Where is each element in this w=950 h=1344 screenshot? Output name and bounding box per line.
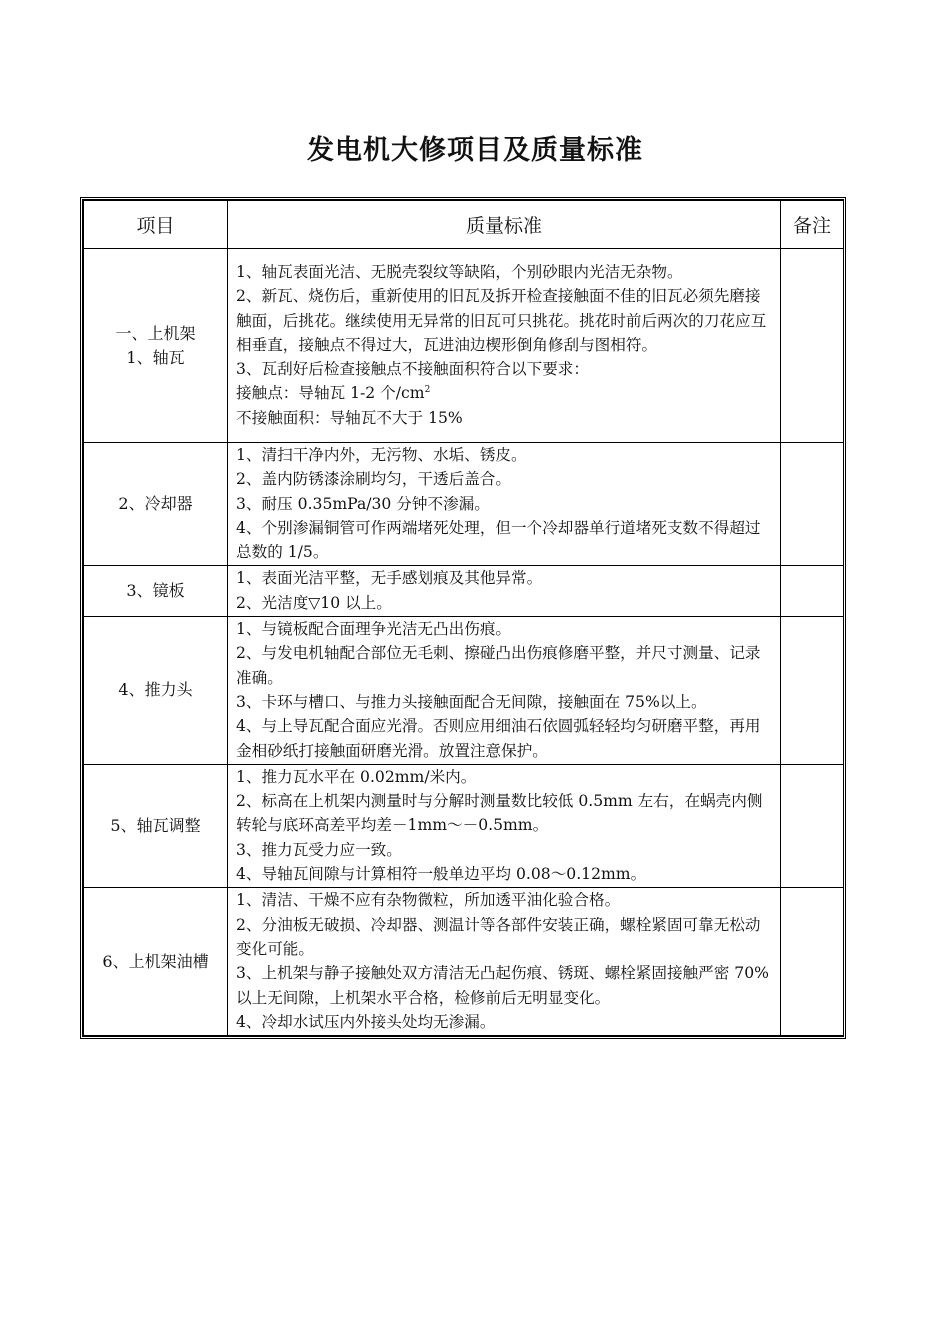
note-cell bbox=[781, 764, 844, 887]
standard-cell bbox=[228, 888, 781, 1036]
item-cell bbox=[84, 888, 228, 1036]
note-cell bbox=[781, 566, 844, 617]
item-label: 6、上机架油槽 bbox=[102, 951, 209, 971]
standard-cell bbox=[228, 617, 781, 765]
table-row bbox=[84, 443, 844, 566]
note-cell bbox=[781, 443, 844, 566]
item-cell bbox=[84, 443, 228, 566]
standard-cell bbox=[228, 764, 781, 887]
item-label: 4、推力头 bbox=[118, 680, 193, 700]
standard-text: 3、瓦刮好后检查接触点不接触面积符合以下要求： bbox=[236, 360, 589, 379]
standard-text: 1、表面光洁平整，无手感划痕及其他异常。 bbox=[236, 569, 543, 588]
header-item: 项目 bbox=[84, 201, 228, 249]
standard-text: 3、上机架与静子接触处双方清洁无凸起伤痕、锈斑、螺栓紧固接触严密 70%以上无间隙，上机架水平合格，检修前后无明显变化。 bbox=[236, 964, 769, 1007]
standard-text: 1、轴瓦表面光洁、无脱壳裂纹等缺陷，个别砂眼内光洁无杂物。 bbox=[236, 262, 683, 281]
standard-cell bbox=[228, 566, 781, 617]
item-cell bbox=[84, 617, 228, 765]
standard-cell bbox=[228, 249, 781, 443]
standard-text: 4、冷却水试压内外接头处均无渗漏。 bbox=[236, 1012, 496, 1031]
note-cell bbox=[781, 249, 844, 443]
standard-text: 4、与上导瓦配合面应光滑。否则应用细油石依圆弧轻轻均匀研磨平整，再用金相砂纸打接触面研磨光滑。放置注意保护。 bbox=[236, 717, 761, 760]
quality-standards-table bbox=[80, 197, 846, 1039]
superscript-2: 2 bbox=[424, 385, 431, 396]
standard-text: 2、标高在上机架内测量时与分解时测量数比较低 0.5mm 左右，在蜗壳内侧转轮与底环高差平均差－1mm～－0.5mm。 bbox=[236, 792, 763, 835]
item-label: 1、轴瓦 bbox=[126, 347, 185, 367]
standard-text bbox=[236, 381, 774, 405]
table-row bbox=[84, 764, 844, 887]
standard-text: 3、卡环与槽口、与推力头接触面配合无间隙，接触面在 75%以上。 bbox=[236, 692, 707, 711]
table-row bbox=[84, 249, 844, 443]
standard-text: 2、新瓦、烧伤后，重新使用的旧瓦及拆开检查接触面不佳的旧瓦必须先磨接触面，后挑花。继续使用无异常的旧瓦可只挑花。挑花时前后两次的刀花应互相垂直，接触点不得过大，瓦进油边楔形倒角修刮与图相符。 bbox=[236, 287, 767, 354]
table-row bbox=[84, 566, 844, 617]
item-cell bbox=[84, 249, 228, 443]
table-row bbox=[84, 888, 844, 1036]
standard-text: 不接触面积：导轴瓦不大于 15% bbox=[236, 408, 463, 427]
standard-text: 3、推力瓦受力应一致。 bbox=[236, 840, 402, 859]
table-header-row bbox=[84, 201, 844, 249]
standard-text: 1、清扫干净内外，无污物、水垢、锈皮。 bbox=[236, 446, 527, 464]
standard-text: 3、耐压 0.35mPa/30 分钟不渗漏。 bbox=[236, 494, 490, 513]
standard-text: 4、个别渗漏铜管可作两端堵死处理，但一个冷却器单行道堵死支数不得超过总数的 1/5。 bbox=[236, 518, 761, 562]
standard-text-body: 接触点：导轴瓦 1-2 个/cm bbox=[236, 384, 425, 403]
standard-text: 1、推力瓦水平在 0.02mm/米内。 bbox=[236, 767, 477, 786]
item-label: 3、镜板 bbox=[126, 581, 185, 601]
item-label: 2、冷却器 bbox=[118, 494, 193, 514]
standard-cell bbox=[228, 443, 781, 566]
header-standard: 质量标准 bbox=[228, 201, 781, 249]
table-row bbox=[84, 617, 844, 765]
item-label: 5、轴瓦调整 bbox=[110, 816, 201, 836]
note-cell bbox=[781, 888, 844, 1036]
item-cell bbox=[84, 764, 228, 887]
standard-text: 2、分油板无破损、冷却器、测温计等各部件安装正确，螺栓紧固可靠无松动变化可能。 bbox=[236, 915, 761, 958]
item-cell bbox=[84, 566, 228, 617]
note-cell bbox=[781, 617, 844, 765]
standard-text: 2、与发电机轴配合部位无毛刺、擦碰凸出伤痕修磨平整，并尺寸测量、记录准确。 bbox=[236, 644, 761, 687]
standard-text: 1、清洁、干燥不应有杂物微粒，所加透平油化验合格。 bbox=[236, 891, 621, 910]
standard-text: 1、与镜板配合面理争光洁无凸出伤痕。 bbox=[236, 620, 512, 639]
standard-text: 4、导轴瓦间隙与计算相符一般单边平均 0.08～0.12mm。 bbox=[236, 865, 647, 884]
item-label: 一、上机架 bbox=[115, 323, 196, 343]
standard-text: 2、光洁度▽10 以上。 bbox=[236, 593, 392, 612]
standard-text: 2、盖内防锈漆涂刷均匀，干透后盖合。 bbox=[236, 470, 512, 489]
page-title: 发电机大修项目及质量标准 bbox=[307, 135, 643, 166]
header-note: 备注 bbox=[781, 201, 844, 249]
